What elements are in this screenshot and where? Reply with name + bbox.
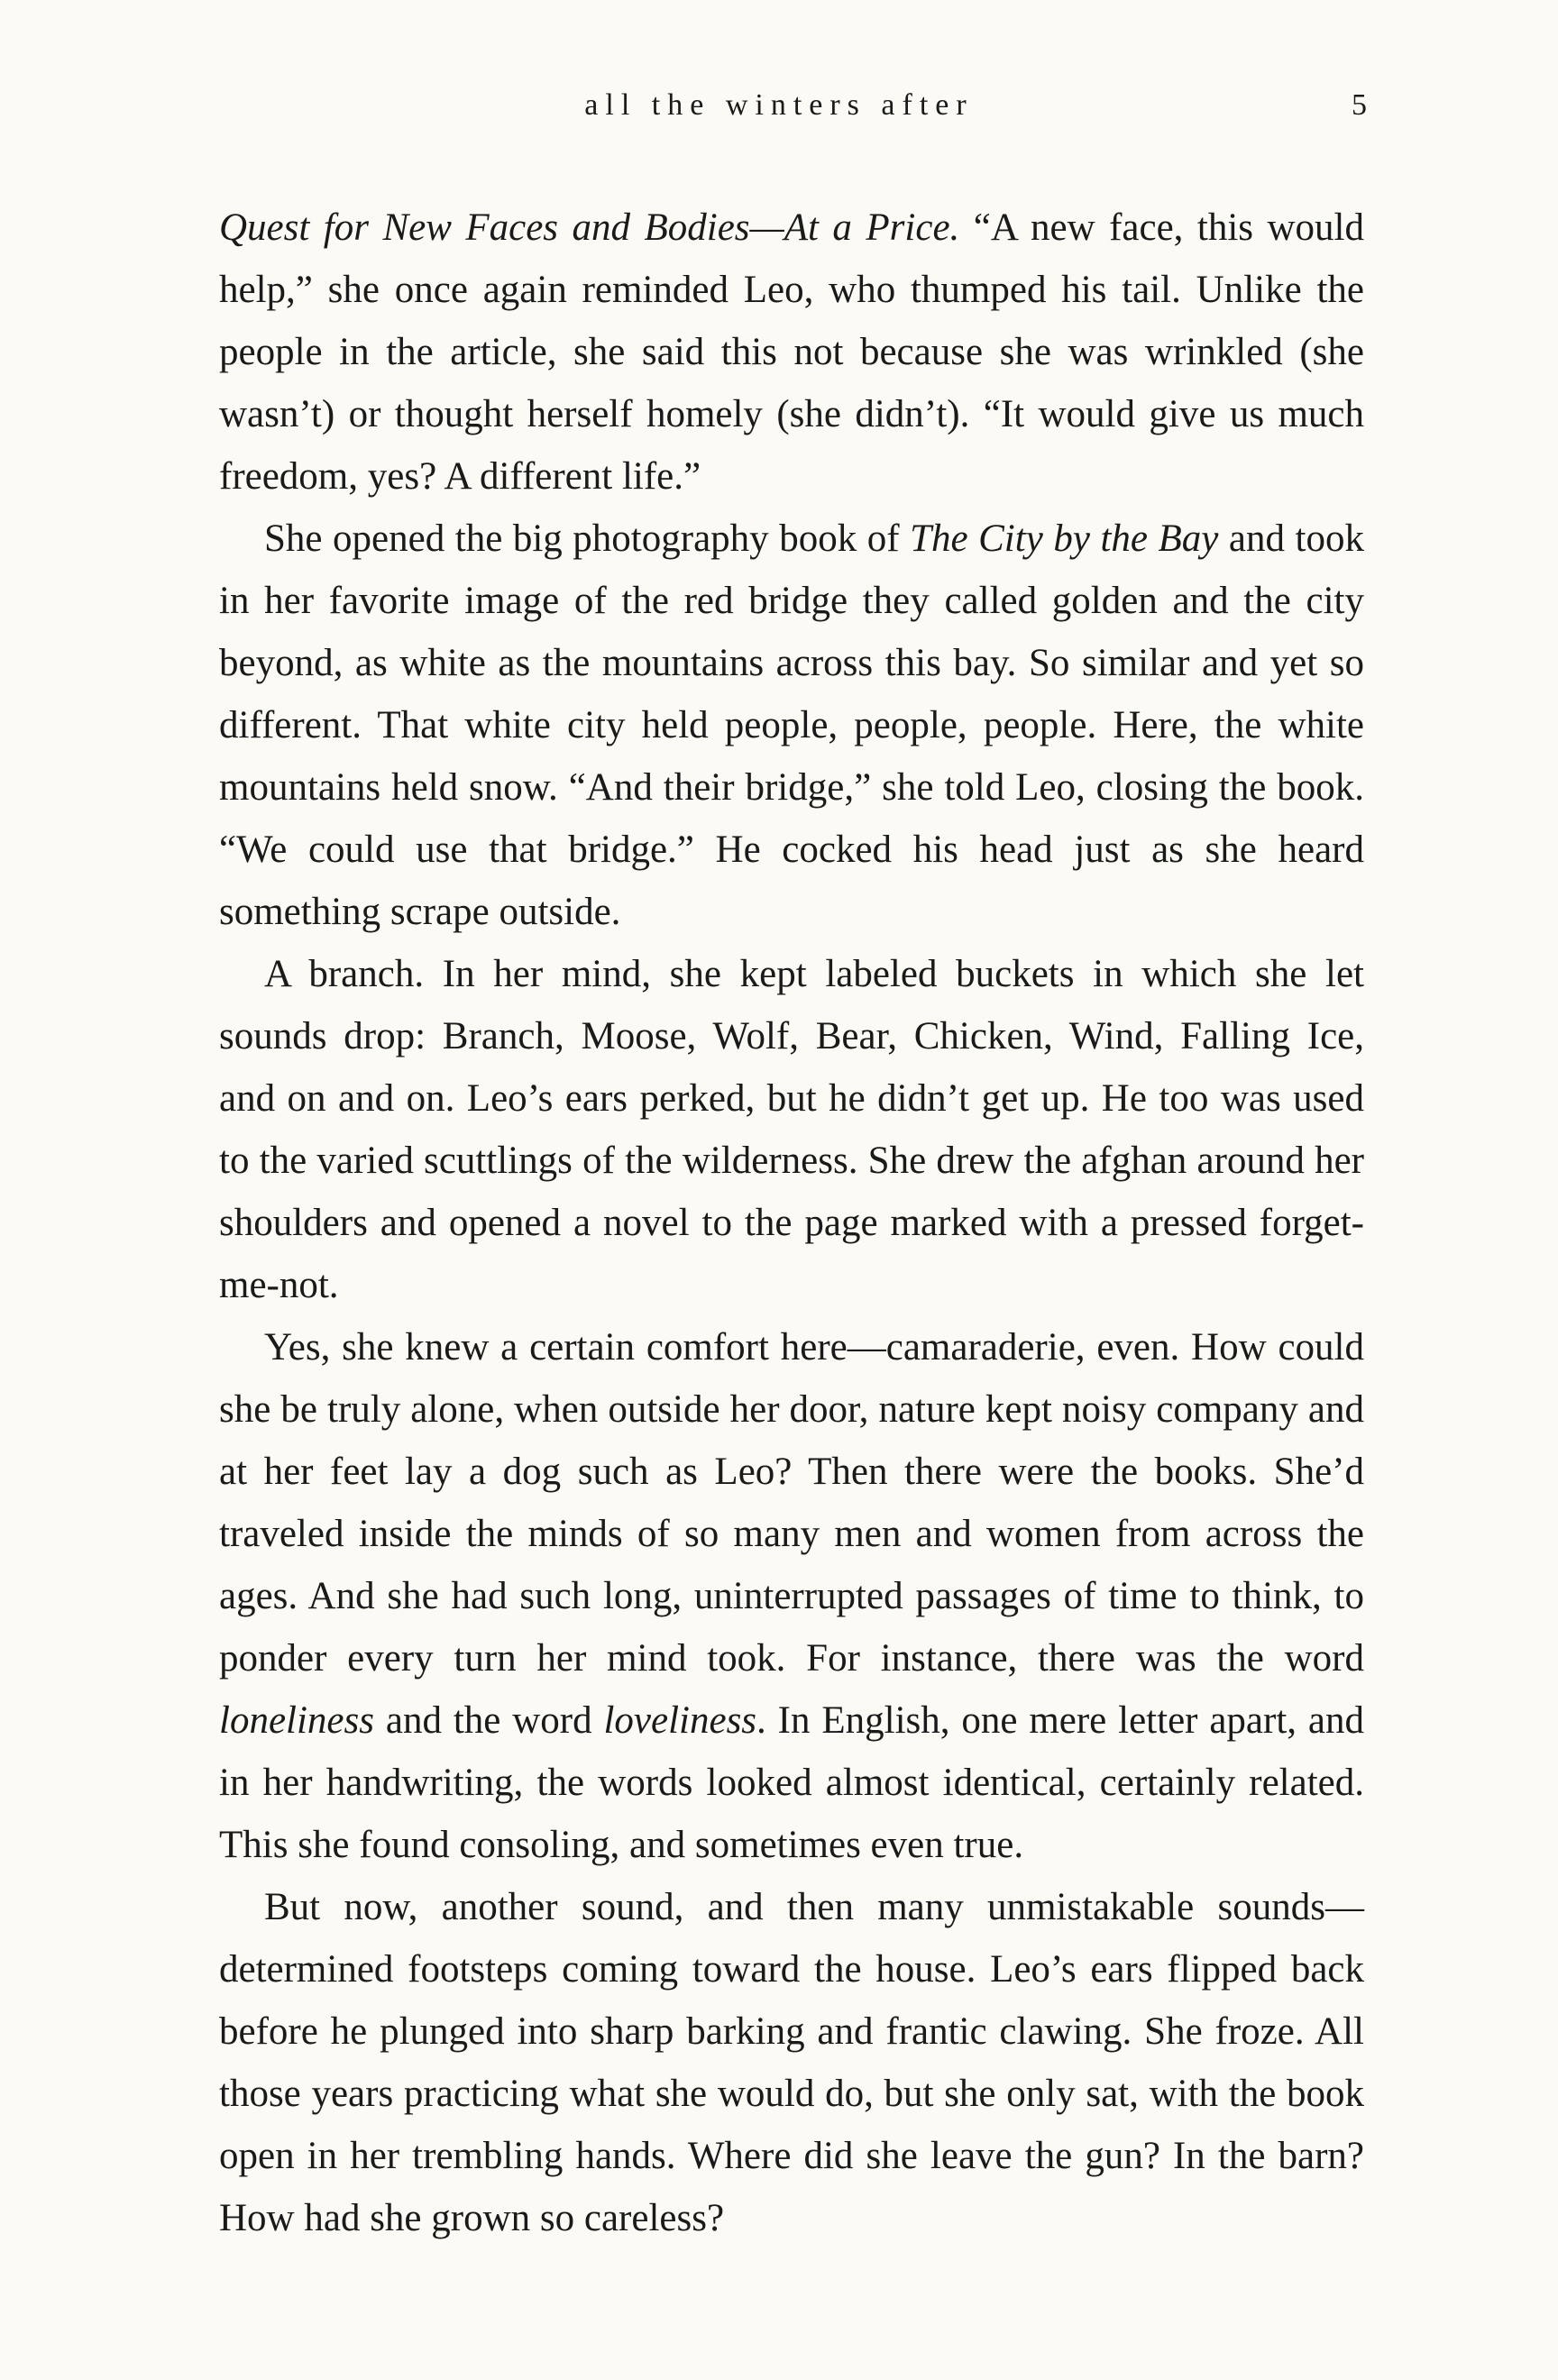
italic-book-title: The City by the Bay [910,517,1219,560]
paragraph-2-text-a: She opened the big photography book of [264,517,911,560]
italic-loneliness: loneliness [219,1699,374,1742]
running-title: all the winters after [584,88,974,122]
paragraph-4 [219,1316,1364,1876]
paragraph-1 [219,197,1364,508]
paragraph-4-text-b: and the word [373,1699,604,1742]
paragraph-2-text-b: and took in her favorite image of the red bridge they called golden and the city beyond, as white as the mountains across this bay. So similar and yet so different. That white city held people, people, people. Here, the white mountains held snow. “And their bridge,” she told Leo, closing the book. “We could use that bridge.” He cocked his head just as she heard something scrape outside. [219,517,1364,933]
page-number: 5 [1352,88,1367,122]
paragraph-4-text-c: . In English, one mere letter apart, and in her handwriting, the words looked almost identical, certainly related. This she found consoling, and sometimes even true. [219,1699,1364,1866]
paragraph-3: A branch. In her mind, she kept labeled buckets in which she let sounds drop: Branch, Moose, Wolf, Bear, Chicken, Wind, Falling Ice, and on and on. Leo’s ears perked, but he didn’t get up. He too was used to the varied scuttlings of the wilderness. She drew the afghan around her shoulders and opened a novel to the page marked with a pressed forget-me-not. [219,953,1364,1306]
italic-loveliness: loveliness [603,1699,757,1742]
paragraph-1-text: “A new face, this would help,” she once again reminded Leo, who thumped his tail. Unlike the people in the article, she said this not because she was wrinkled (she wasn’t) or thought herself homely (she didn’t). “It would give us much freedom, yes? A different life.” [219,206,1365,498]
body-text [219,197,1364,2249]
italic-title: Quest for New Faces and Bodies—At a Price. [219,206,960,249]
paragraph-2 [219,508,1364,943]
running-head [0,88,1558,133]
paragraph-5: But now, another sound, and then many unmistakable sounds—determined footsteps coming toward the house. Leo’s ears flipped back before he plunged into sharp barking and frantic clawing. She froze. All those years practicing what she would do, but she only sat, with the book open in her trembling hands. Where did she leave the gun? In the barn? How had she grown so careless? [219,1886,1364,2239]
paragraph-4-text-a: Yes, she knew a certain comfort here—camaraderie, even. How could she be truly alone, when outside her door, nature kept noisy company and at her feet lay a dog such as Leo? Then there were the books. She’d traveled inside the minds of so many men and women from across the ages. And she had such long, uninterrupted passages of time to think, to ponder every turn her mind took. For instance, there was the word [219,1326,1364,1680]
